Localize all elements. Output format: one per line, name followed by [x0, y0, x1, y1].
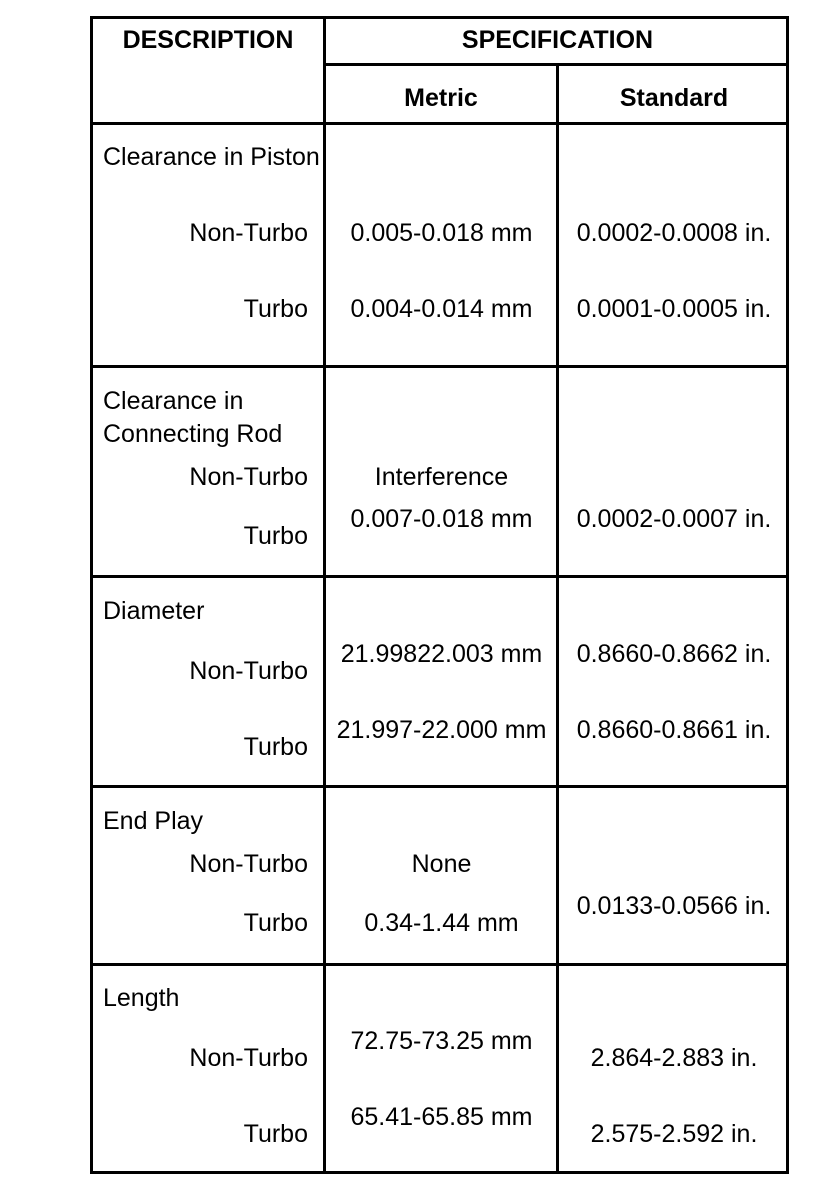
standard-value: 0.0002-0.0008 in.	[576, 219, 772, 247]
item-name: Turbo	[243, 522, 308, 550]
row-divider-1	[93, 365, 786, 368]
metric-value: 72.75-73.25 mm	[350, 1027, 533, 1055]
standard-value: 0.8660-0.8661 in.	[576, 716, 772, 744]
item-name: Non-Turbo	[189, 850, 308, 878]
item-name: Non-Turbo	[189, 657, 308, 685]
metric-value: Interference	[374, 463, 509, 491]
row-label: Diameter	[103, 597, 205, 625]
metric-value: 65.41-65.85 mm	[350, 1103, 533, 1131]
row-divider-3	[93, 785, 786, 788]
standard-value: 0.8660-0.8662 in.	[576, 640, 772, 668]
header-divider	[93, 122, 786, 125]
metric-value: 0.34-1.44 mm	[364, 909, 519, 937]
column-divider-1	[323, 19, 326, 1171]
item-name: Turbo	[243, 909, 308, 937]
row-label: Clearance in Piston	[103, 143, 320, 171]
metric-value: 0.005-0.018 mm	[350, 219, 533, 247]
item-name: Turbo	[243, 1120, 308, 1148]
metric-value: 0.007-0.018 mm	[350, 505, 533, 533]
item-name: Non-Turbo	[189, 463, 308, 491]
header-specification: SPECIFICATION	[461, 26, 654, 54]
row-label: End Play	[103, 807, 204, 835]
metric-value: 21.997-22.000 mm	[336, 716, 547, 744]
item-name: Turbo	[243, 733, 308, 761]
standard-value: 2.864-2.883 in.	[590, 1044, 758, 1072]
spec-table	[90, 16, 789, 1174]
header-standard: Standard	[619, 84, 729, 112]
item-name: Non-Turbo	[189, 1044, 308, 1072]
metric-value: 0.004-0.014 mm	[350, 295, 533, 323]
standard-value: 2.575-2.592 in.	[590, 1120, 758, 1148]
row-label: Clearance in Connecting Rod	[103, 387, 283, 448]
header-sub-divider	[323, 63, 786, 66]
standard-value: 0.0133-0.0566 in.	[576, 892, 772, 920]
item-name: Non-Turbo	[189, 219, 308, 247]
header-metric: Metric	[404, 84, 478, 112]
row-label: Length	[103, 984, 180, 1012]
row-divider-4	[93, 963, 786, 966]
row-divider-2	[93, 575, 786, 578]
standard-value: 0.0002-0.0007 in.	[576, 505, 772, 533]
metric-value: None	[411, 850, 472, 878]
header-description: DESCRIPTION	[122, 26, 294, 54]
metric-value: 21.99822.003 mm	[340, 640, 543, 668]
item-name: Turbo	[243, 295, 308, 323]
standard-value: 0.0001-0.0005 in.	[576, 295, 772, 323]
